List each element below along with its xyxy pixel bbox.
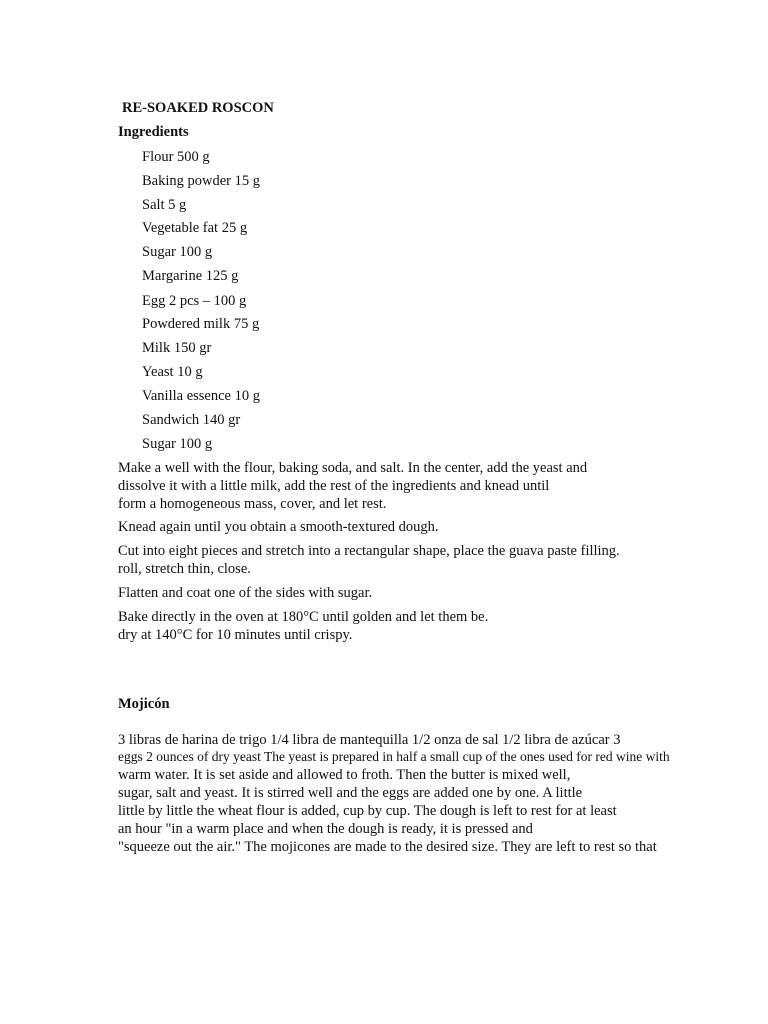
instruction-line: Bake directly in the oven at 180°C until golden and let them be. bbox=[118, 609, 489, 625]
body-line: "squeeze out the air." The mojicones are made to the desired size. They are left to rest so that bbox=[118, 839, 657, 855]
ingredient-item: Vegetable fat 25 g bbox=[142, 220, 248, 236]
ingredient-item: Powdered milk 75 g bbox=[142, 316, 260, 332]
recipe-title: RE-SOAKED ROSCON bbox=[122, 100, 274, 116]
ingredient-item: Salt 5 g bbox=[142, 197, 187, 213]
body-line: an hour "in a warm place and when the dough is ready, it is pressed and bbox=[118, 821, 533, 837]
ingredients-heading: Ingredients bbox=[118, 124, 189, 140]
instruction-line: Flatten and coat one of the sides with sugar. bbox=[118, 585, 373, 601]
instruction-line: dissolve it with a little milk, add the rest of the ingredients and knead until bbox=[118, 478, 550, 494]
body-line: eggs 2 ounces of dry yeast The yeast is prepared in half a small cup of the ones used for red wine with bbox=[118, 749, 670, 764]
instruction-line: roll, stretch thin, close. bbox=[118, 561, 251, 577]
ingredient-item: Margarine 125 g bbox=[142, 268, 239, 284]
instruction-line: Knead again until you obtain a smooth-textured dough. bbox=[118, 519, 439, 535]
instruction-line: Make a well with the flour, baking soda, and salt. In the center, add the yeast and bbox=[118, 460, 588, 476]
recipe2-title: Mojicón bbox=[118, 696, 170, 712]
ingredient-item: Yeast 10 g bbox=[142, 364, 203, 380]
body-line: sugar, salt and yeast. It is stirred well and the eggs are added one by one. A little bbox=[118, 785, 583, 801]
ingredient-item: Flour 500 g bbox=[142, 149, 210, 165]
ingredient-item: Baking powder 15 g bbox=[142, 173, 260, 189]
ingredient-item: Vanilla essence 10 g bbox=[142, 388, 260, 404]
instruction-line: Cut into eight pieces and stretch into a rectangular shape, place the guava paste filling. bbox=[118, 543, 620, 559]
ingredient-item: Sugar 100 g bbox=[142, 436, 213, 452]
body-line: warm water. It is set aside and allowed to froth. Then the butter is mixed well, bbox=[118, 767, 571, 783]
instruction-line: dry at 140°C for 10 minutes until crispy. bbox=[118, 627, 353, 643]
ingredient-item: Egg 2 pcs – 100 g bbox=[142, 293, 247, 309]
ingredient-item: Sandwich 140 gr bbox=[142, 412, 241, 428]
ingredient-item: Milk 150 gr bbox=[142, 340, 212, 356]
body-line: 3 libras de harina de trigo 1/4 libra de mantequilla 1/2 onza de sal 1/2 libra de azúcar 3 bbox=[118, 732, 621, 748]
ingredient-item: Sugar 100 g bbox=[142, 244, 213, 260]
body-line: little by little the wheat flour is added, cup by cup. The dough is left to rest for at least bbox=[118, 803, 617, 819]
instruction-line: form a homogeneous mass, cover, and let rest. bbox=[118, 496, 387, 512]
